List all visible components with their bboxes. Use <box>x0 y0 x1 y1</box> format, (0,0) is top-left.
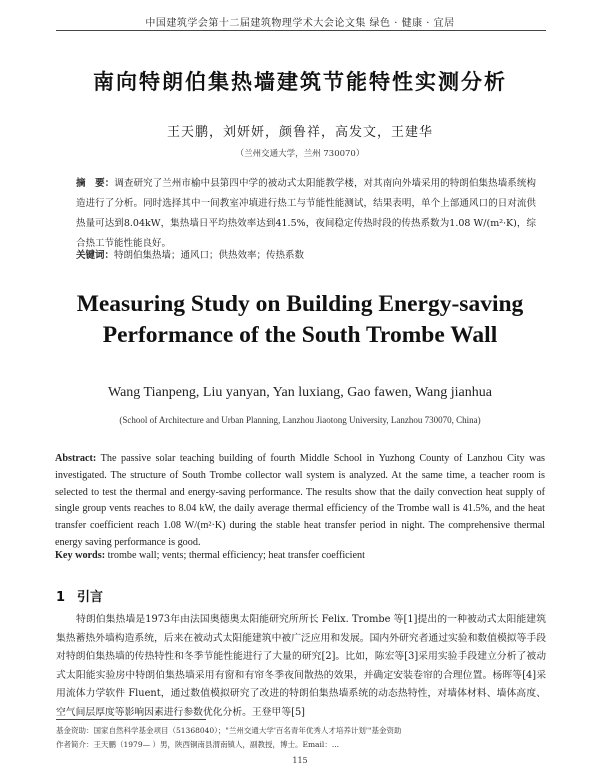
keywords-english-text: trombe wall; vents; thermal efficiency; heat transfer coefficient <box>107 550 365 561</box>
section-number: 1 <box>56 590 66 605</box>
introduction-paragraph: 特朗伯集热墙是1973年由法国奥德奥太阳能研究所所长 Felix. Trombe 等[1]提出的一种被动式太阳能建筑集热蓄热外墙构造系统，后来在被动式太阳能建筑中被广泛应用和发展。国内外研究者通过实验和数值模拟等手段对特朗伯集热墙的传热特性和冬季节能性能进行了大量的研究[2]。比如，陈宏等[3]采用实验手段建立分析了被动式太阳能实验房中特朗伯集热墙采用有窗和有帘冬季夜间散热的效果，并确定安装卷帘的合理位置。杨晖等[4]采用流体力学软件 Fluent，通过数值模拟研究了改进的特朗伯集热墙系统的动态热特性，对墙体材料、墙体高度、空气间层厚度等影响因素进行参数优化分析。王登甲等[5] <box>56 614 546 718</box>
keywords-english-label: Key words: <box>55 550 106 561</box>
paper-title-chinese: 南向特朗伯集热墙建筑节能特性实测分析 <box>93 70 507 94</box>
running-header: 中国建筑学会第十二届建筑物理学术大会论文集 绿色 · 健康 · 宜居 <box>145 18 455 29</box>
abstract-english-label: Abstract: <box>55 453 97 464</box>
paper-title-english <box>0 289 600 351</box>
keywords-chinese <box>76 246 536 266</box>
footnote-rule <box>56 719 206 720</box>
keywords-english <box>55 548 545 565</box>
footnote-funding: 基金资助：国家自然科学基金项目（51368040）；"兰州交通大学'百名青年优秀人才培养计划'"基金资助 <box>56 726 402 735</box>
abstract-chinese <box>76 174 536 254</box>
paper-title-english-line1: Measuring Study on Building Energy-saving <box>76 291 524 317</box>
keywords-chinese-text: 特朗伯集热墙；通风口；供热效率；传热系数 <box>114 250 305 261</box>
affiliation-english: (School of Architecture and Urban Planning, Lanzhou Jiaotong University, Lanzhou 730070, China) <box>119 415 481 425</box>
footnote-author: 作者简介：王天鹏（1979— ）男，陕西铜南县渭南镇人，副教授，博士。Email：... <box>56 740 339 749</box>
page-number: 115 <box>292 756 308 765</box>
authors-chinese: 王天鹏，刘妍妍，颜鲁祥，高发文，王建华 <box>166 125 433 140</box>
abstract-english <box>55 451 545 552</box>
abstract-chinese-text: 调查研究了兰州市榆中县第四中学的被动式太阳能教学楼，对其南向外墙采用的特朗伯集热墙系统构造进行了分析。同时选择其中一间教室冲填进行热工与节能性能测试，结果表明，单个上部通风口的日对流供热量可达到8.04kW，集热墙日平均热效率达到41.5%，夜间稳定传热时段的传热系数为1.08 W/(m²·K)，综合热工节能性能良好。 <box>76 178 536 249</box>
affiliation-chinese: （兰州交通大学，兰州 730070） <box>235 149 365 159</box>
abstract-chinese-label: 摘 要： <box>76 178 115 189</box>
abstract-english-text: The passive solar teaching building of fourth Middle School in Yuzhong County of Lanzhou City was investigated. The structure of South Trombe collector wall system is analyzed. At the same time, a teacher room is selected to test the thermal and energy-saving performance. The results show that the daily convection heat supply of single group vents reaches to 8.04 kW, the daily average thermal efficiency of the Trombe wall is 41.5%, and the heat transfer coefficient reach 1.08 W/(m²·K) during the stable heat transfer period in night. The comprehensive thermal energy saving performance is good. <box>55 453 545 548</box>
authors-english: Wang Tianpeng, Liu yanyan, Yan luxiang, Gao fawen, Wang jianhua <box>108 385 492 400</box>
paper-title-english-line2: Performance of the South Trombe Wall <box>102 322 498 348</box>
section-title: 引言 <box>77 590 104 605</box>
keywords-chinese-label: 关键词： <box>76 250 115 261</box>
section-heading <box>56 586 103 605</box>
header-rule <box>56 30 546 31</box>
